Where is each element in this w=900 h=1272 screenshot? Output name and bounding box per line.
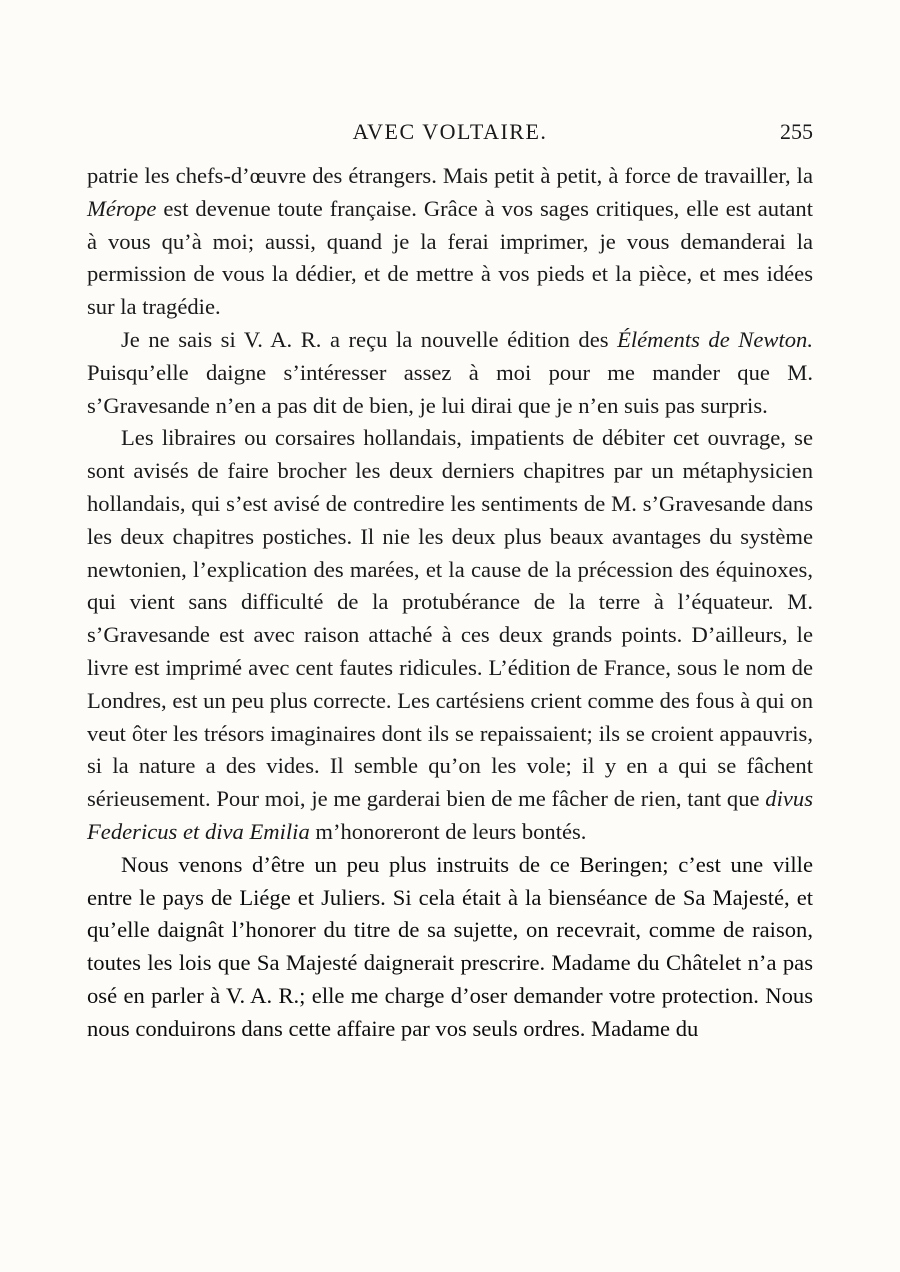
italic-title: Éléments de Newton. — [617, 326, 813, 352]
text-run: est devenue toute française. Grâce à vos sages critiques, elle est autant à vous qu’à moi; aussi, quand je la ferai imprimer, je vous demanderai la permission de vous la dédier, et de mettre à vos pieds et la pièce, et mes idées sur la tragédie. — [87, 195, 813, 320]
italic-title: Mérope — [87, 195, 157, 221]
text-run: Nous venons d’être un peu plus instruits de ce Beringen; c’est une ville entre le pays de Liége et Juliers. Si cela était à la bienséance de Sa Majesté, et qu’elle daignât l’honorer du titre de sa sujette, on recevrait, comme de raison, toutes les lois que Sa Majesté daignerait prescrire. Madame du Châtelet n’a pas osé en parler à V. A. R.; elle me charge d’oser demander votre protection. Nous nous conduirons dans cette affaire par vos seuls ordres. Madame du — [87, 851, 813, 1041]
page-number: 255 — [780, 119, 813, 144]
paragraph — [87, 422, 813, 848]
text-run: Puisqu’elle daigne s’intéresser assez à moi pour me mander que M. s’Gravesande n’en a pas dit de bien, je lui dirai que je n’en suis pas surpris. — [87, 359, 813, 418]
text-run: Les libraires ou corsaires hollandais, impatients de débiter cet ouvrage, se sont avisés de faire brocher les deux derniers chapitres par un métaphysicien hollandais, qui s’est avisé de contredire les sentiments de M. s’Gravesande dans les deux chapitres postiches. Il nie les deux plus beaux avantages du système newtonien, l’explication des marées, et la cause de la précession des équinoxes, qui vient sans difficulté de la protubérance de la terre à l’équateur. M. s’Gravesande est avec raison attaché à ces deux grands points. D’ailleurs, le livre est imprimé avec cent fautes ridicules. L’édition de France, sous le nom de Londres, est un peu plus correcte. Les cartésiens crient comme des fous à qui on veut ôter les trésors imaginaires dont ils se repaissaient; ils se croient appauvris, si la nature a des vides. Il semble qu’on les vole; il y en a qui se fâchent sérieusement. Pour moi, je me garderai bien de me fâcher de rien, tant que — [87, 425, 813, 812]
text-run: Je ne sais si V. A. R. a reçu la nouvelle édition des — [121, 326, 618, 352]
paragraph — [87, 324, 813, 422]
text-run: patrie les chefs-d’œuvre des étrangers. Mais petit à petit, à force de travailler, la — [87, 163, 813, 188]
paragraph — [87, 160, 813, 324]
paragraph — [87, 849, 813, 1046]
text-run: m’honoreront de leurs bontés. — [309, 818, 587, 844]
body-text — [87, 160, 813, 1046]
page-header — [87, 119, 813, 149]
italic-phrase: divus Federicus et diva Emilia — [87, 786, 813, 844]
running-title: AVEC VOLTAIRE. — [352, 119, 548, 144]
